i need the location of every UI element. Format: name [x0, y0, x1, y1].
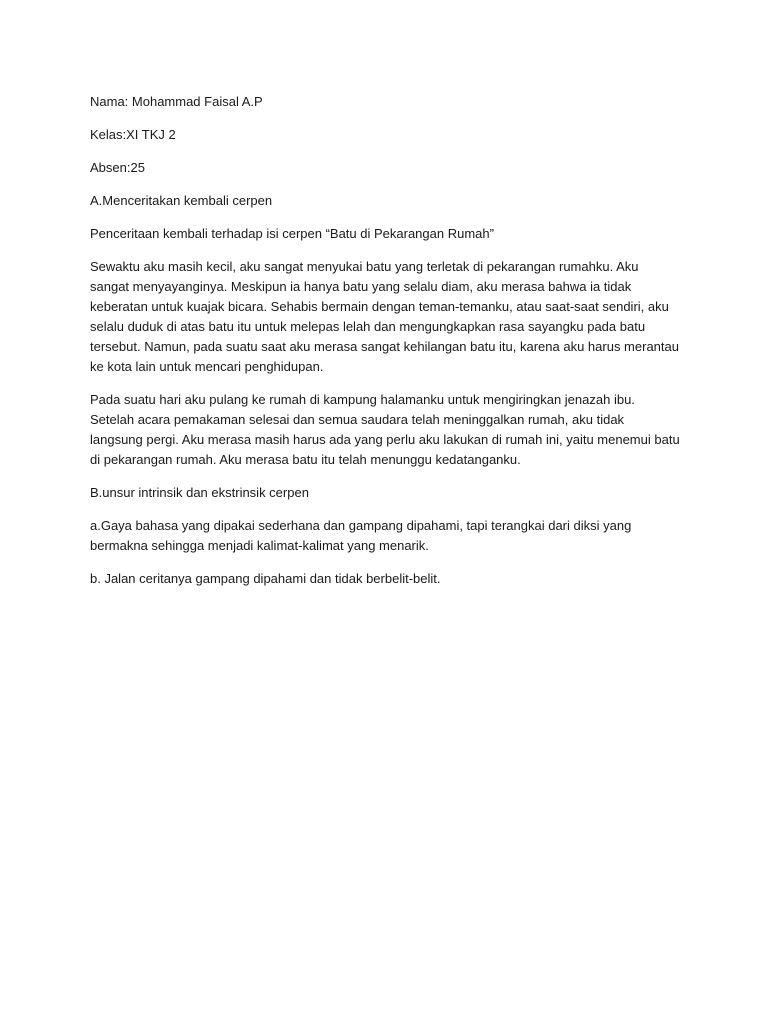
- section-b-point: a.Gaya bahasa yang dipakai sederhana dan gampang dipahami, tapi terangkai dari diksi yang bermakna sehingga menjadi kalimat-kalimat yang menarik.: [90, 518, 632, 553]
- story-paragraph: Sewaktu aku masih kecil, aku sangat menyukai batu yang terletak di pekarangan rumahku. Aku sangat menyayanginya. Meskipun ia hanya batu yang selalu diam, aku merasa bahwa ia tidak keberatan untuk kuajak bicara. Sehabis bermain dengan teman-temanku, atau saat-saat sendiri, aku selalu duduk di atas batu itu untuk melepas lelah dan mengungkapkan rasa sayangku pada batu tersebut. Namun, pada suatu saat aku merasa sangat kehilangan batu itu, karena aku harus merantau ke kota lain untuk mencari penghidupan.: [90, 259, 679, 374]
- student-number: Absen:25: [90, 160, 145, 175]
- student-class: Kelas:XI TKJ 2: [90, 127, 176, 142]
- story-paragraph: Pada suatu hari aku pulang ke rumah di kampung halamanku untuk mengiringkan jenazah ibu. Setelah acara pemakaman selesai dan semua saudara telah meninggalkan rumah, aku tidak langsung pergi. Aku merasa masih harus ada yang perlu aku lakukan di rumah ini, yaitu menemui batu di pekarangan rumah. Aku merasa batu itu telah menunggu kedatanganku.: [90, 392, 680, 467]
- section-a-heading: A.Menceritakan kembali cerpen: [90, 193, 273, 208]
- section-b-point: b. Jalan ceritanya gampang dipahami dan tidak berbelit-belit.: [90, 571, 441, 586]
- student-name: Nama: Mohammad Faisal A.P: [90, 94, 263, 109]
- section-b-heading: B.unsur intrinsik dan ekstrinsik cerpen: [90, 485, 309, 500]
- section-a-intro: Penceritaan kembali terhadap isi cerpen “Batu di Pekarangan Rumah”: [90, 226, 494, 241]
- document-body: [90, 92, 680, 602]
